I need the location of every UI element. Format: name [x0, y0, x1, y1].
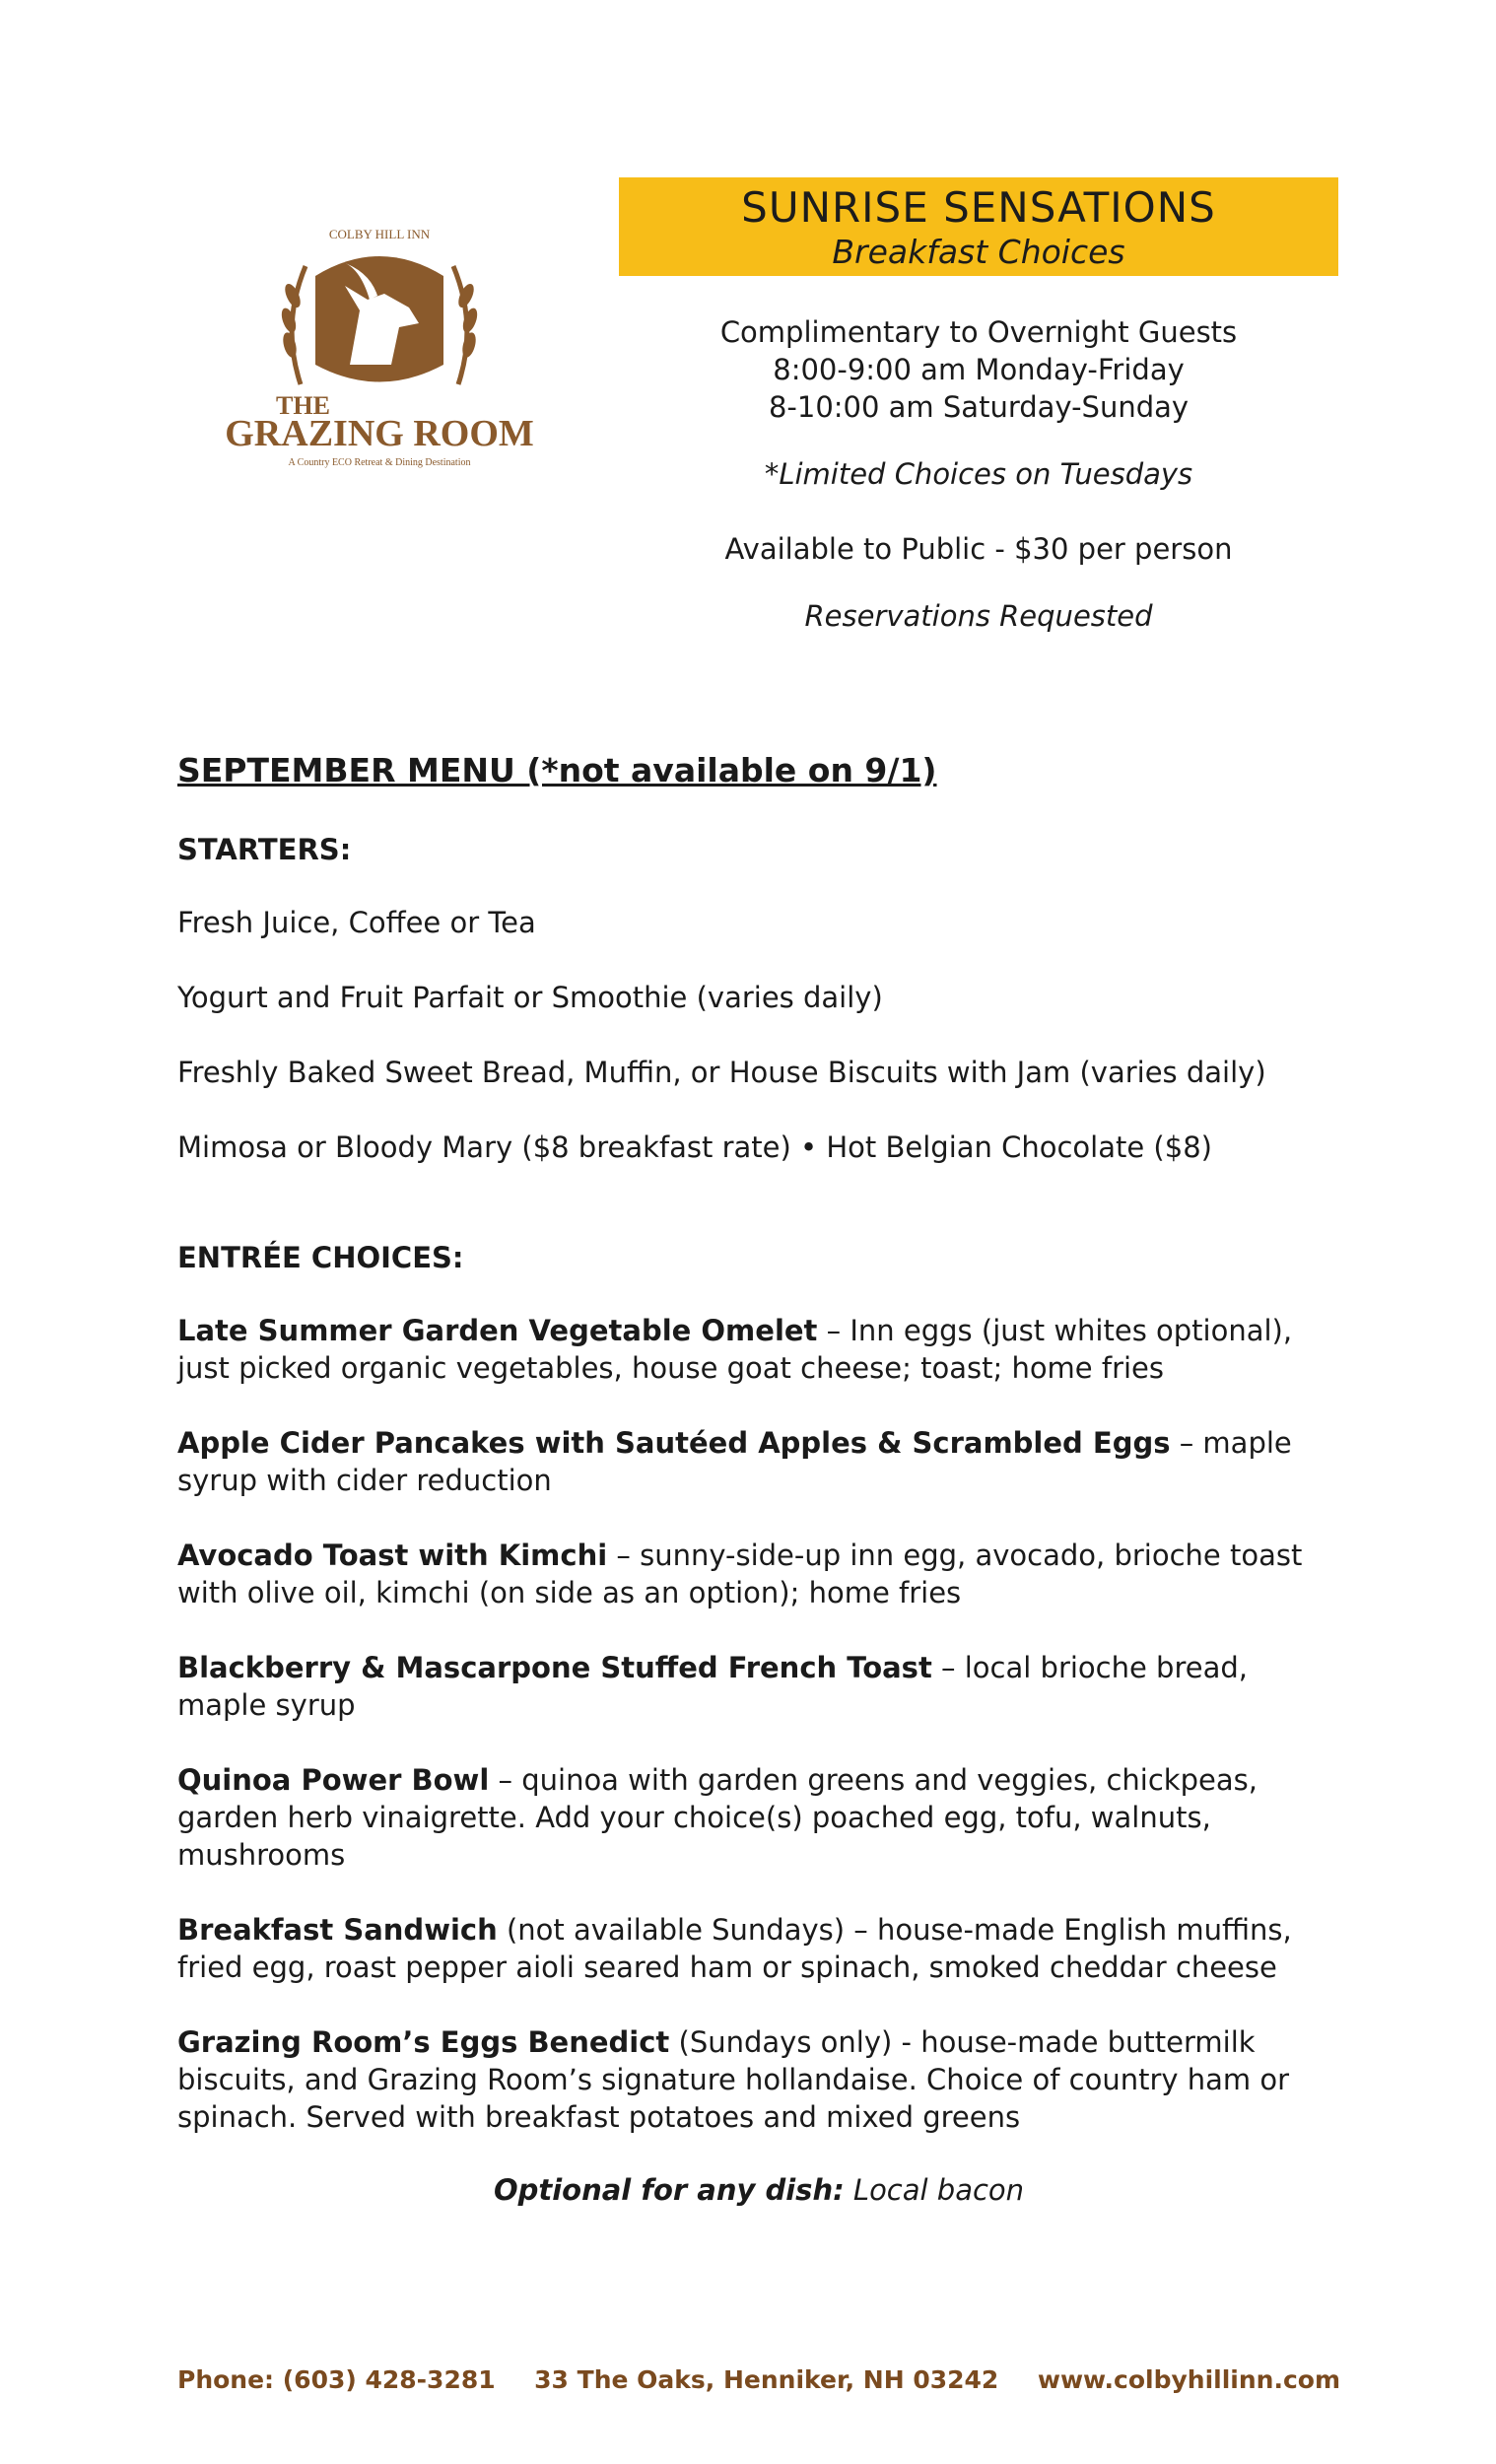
entree-name: Late Summer Garden Vegetable Omelet [177, 1314, 818, 1347]
starter-item: Freshly Baked Sweet Bread, Muffin, or House Biscuits with Jam (varies daily) [177, 1056, 1266, 1089]
entree-desc: (not available Sundays) – house-made English muffins, fried egg, roast pepper aioli seared ham or spinach, smoked cheddar cheese [177, 1913, 1292, 1984]
footer-address: 33 The Oaks, Henniker, NH 03242 [534, 2365, 999, 2394]
grazing-room-logo-icon [222, 217, 537, 473]
hours-line-2: 8:00-9:00 am Monday-Friday [773, 353, 1185, 386]
entree-desc: – quinoa with garden greens and veggies, chickpeas, garden herb vinaigrette. Add your choice(s) poached egg, tofu, walnuts, mushrooms [177, 1763, 1258, 1872]
hours-line-1: Complimentary to Overnight Guests [719, 315, 1238, 349]
entree-desc: – Inn eggs (just whites optional), just picked organic vegetables, house goat cheese; toast; home fries [177, 1314, 1293, 1385]
entree-name: Blackberry & Mascarpone Stuffed French Toast [177, 1651, 932, 1684]
entree-name: Avocado Toast with Kimchi [177, 1539, 608, 1572]
logo-name-line1: THE [276, 391, 330, 420]
entree-desc: – local brioche bread, maple syrup [177, 1651, 1248, 1722]
footer-phone: Phone: (603) 428-3281 [177, 2365, 496, 2394]
footer-website[interactable]: www.colbyhillinn.com [1037, 2365, 1340, 2394]
menu-content [177, 751, 1340, 2207]
entree-name: Apple Cider Pancakes with Sautéed Apples & Scrambled Eggs [177, 1426, 1171, 1460]
starter-item: Mimosa or Bloody Mary ($8 breakfast rate) • Hot Belgian Chocolate ($8) [177, 1130, 1212, 1164]
entree-desc: (Sundays only) - house-made buttermilk biscuits, and Grazing Room’s signature hollandaise. Choice of country ham or spinach. Served with breakfast potatoes and mixed greens [177, 2025, 1290, 2134]
hours-block [619, 313, 1338, 426]
entree-item [177, 1312, 1340, 1387]
hours-line-3: 8-10:00 am Saturday-Sunday [768, 390, 1190, 424]
optional-note [177, 2173, 1340, 2207]
optional-value: Local bacon [844, 2173, 1025, 2207]
logo-name-line2: GRAZING ROOM [225, 413, 534, 454]
optional-label: Optional for any dish: [493, 2173, 845, 2207]
banner-subtitle: Breakfast Choices [832, 233, 1125, 271]
entree-name: Quinoa Power Bowl [177, 1763, 490, 1797]
entree-desc: – sunny-side-up inn egg, avocado, brioche toast with olive oil, kimchi (on side as an option); home fries [177, 1539, 1303, 1609]
entree-heading: ENTRÉE CHOICES: [177, 1241, 464, 1274]
starter-item: Yogurt and Fruit Parfait or Smoothie (varies daily) [177, 981, 883, 1014]
logo-top-text: COLBY HILL INN [328, 227, 431, 241]
public-price: Available to Public - $30 per person [724, 532, 1233, 566]
menu-heading: SEPTEMBER MENU (*not available on 9/1) [177, 751, 937, 789]
entree-desc: – maple syrup with cider reduction [177, 1426, 1292, 1497]
title-banner [619, 177, 1338, 276]
reservations-note: Reservations Requested [804, 599, 1153, 633]
entree-item [177, 1537, 1340, 1611]
entree-item [177, 1761, 1340, 1874]
limited-note: *Limited Choices on Tuesdays [764, 457, 1193, 491]
logo-tagline: A Country ECO Retreat & Dining Destination [288, 457, 471, 468]
entree-item [177, 1649, 1340, 1724]
entree-item [177, 1911, 1340, 1986]
entree-name: Grazing Room’s Eggs Benedict [177, 2025, 670, 2059]
starters-heading: STARTERS: [177, 833, 352, 866]
banner-title: SUNRISE SENSATIONS [741, 183, 1216, 232]
footer [177, 2365, 1340, 2394]
entree-name: Breakfast Sandwich [177, 1913, 498, 1947]
starter-item: Fresh Juice, Coffee or Tea [177, 906, 536, 939]
logo [222, 217, 537, 473]
entree-item [177, 2023, 1340, 2136]
entree-item [177, 1424, 1340, 1499]
